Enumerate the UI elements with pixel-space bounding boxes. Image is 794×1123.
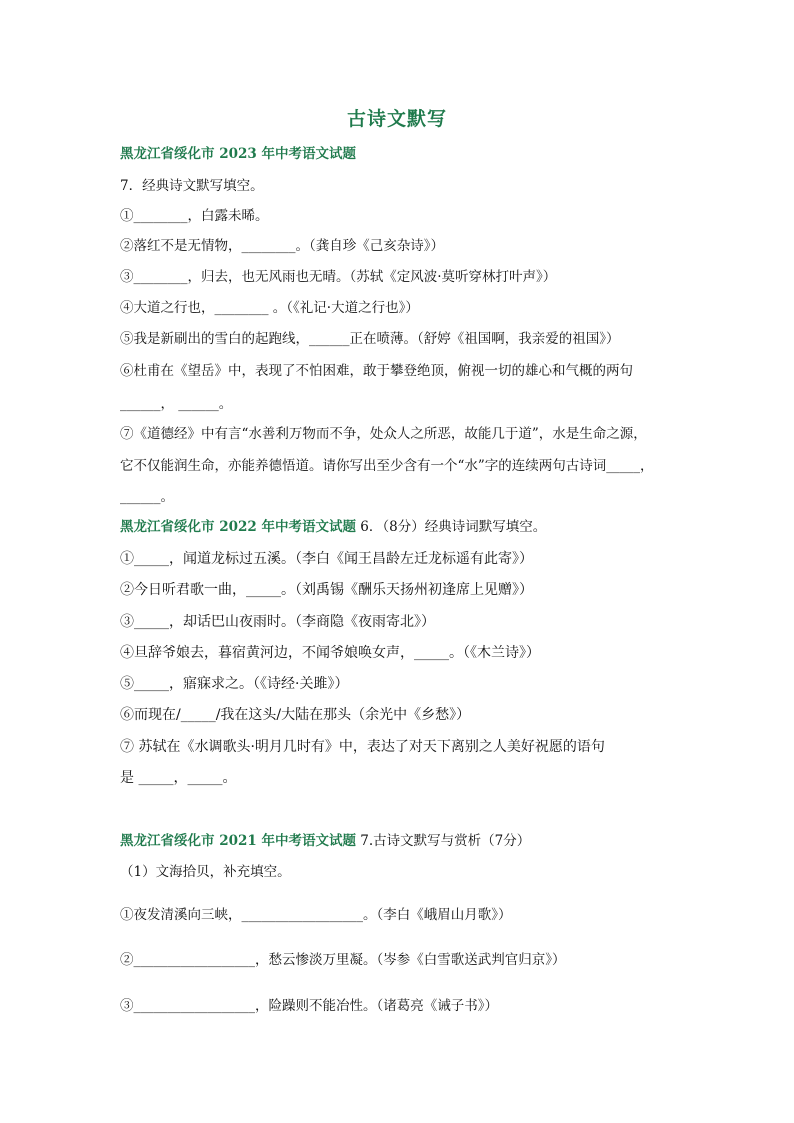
item-2022-3: ③_____，却话巴山夜雨时。（李商隐《夜雨寄北》） [120, 614, 435, 630]
page-title: 古诗文默写 [346, 108, 447, 130]
heading-2021 [120, 832, 530, 850]
source-2021: 黑龙江省绥化市 2021 年中考语文试题 [120, 833, 356, 849]
item-2022-1: ①_____，闻道龙标过五溪。（李白《闻王昌龄左迁龙标遥有此寄》） [120, 551, 533, 567]
item-2021-2: ②__________________，愁云惨淡万里凝。（岑参《白雪歌送武判官归京》） [120, 952, 566, 968]
item-2022-6: ⑥而现在/_____/我在这头/大陆在那头（余光中《乡愁》） [120, 707, 471, 723]
item-2022-4: ④旦辞爷娘去，暮宿黄河边，不闻爷娘唤女声，_____。（《木兰诗》） [120, 645, 540, 661]
item-2021-1: ①夜发清溪向三峡，__________________。（李白《峨眉山月歌》） [120, 907, 512, 923]
item-2021-3: ③__________________，险躁则不能冶性。（诸葛亮《诫子书》） [120, 998, 498, 1014]
item-2022-2: ②今日听君歌一曲，_____。（刘禹锡《酬乐天扬州初逢席上见赠》） [120, 582, 533, 598]
item-2023-6a: ⑥杜甫在《望岳》中，表现了不怕困难，敢于攀登绝顶，俯视一切的雄心和气概的两句 [120, 363, 633, 379]
heading-2022 [120, 518, 546, 536]
question-2022: 6．（8分）经典诗词默写填空。 [355, 519, 547, 535]
item-2023-7b: 它不仅能润生命，亦能养德悟道。请你写出至少含有一个“水”字的连续两句古诗词_____， [120, 458, 654, 474]
question-2021: 7.古诗文默写与赏析（7分） [355, 833, 531, 849]
item-2023-2: ②落红不是无情物，________。（龚自珍《己亥杂诗》） [120, 238, 444, 254]
item-2023-6b: ______， ______。 [120, 396, 233, 412]
item-2022-7b: 是 _____，_____。 [120, 770, 237, 786]
item-2023-1: ①________，白露未晞。 [120, 208, 269, 224]
item-2023-7a: ⑦《道德经》中有言“水善利万物而不争，处众人之所恶，故能几于道”，水是生命之源， [120, 426, 647, 442]
item-2023-3: ③________，归去，也无风雨也无晴。（苏轼《定风波·莫听穿林打叶声》） [120, 269, 557, 285]
item-2023-4: ④大道之行也，________ 。（《礼记·大道之行也》） [120, 300, 419, 316]
source-2022: 黑龙江省绥化市 2022 年中考语文试题 [120, 519, 356, 535]
sub-question-2021: （1）文海拾贝，补充填空。 [120, 864, 291, 880]
item-2022-5: ⑤_____，寤寐求之。（《诗经·关雎》） [120, 676, 349, 692]
source-2023: 黑龙江省绥化市 2023 年中考语文试题 [120, 146, 356, 162]
item-2023-7c: ______。 [120, 489, 174, 505]
item-2022-7a: ⑦ 苏轼在《水调歌头·明月几时有》中，表达了对天下离别之人美好祝愿的语句 [120, 739, 605, 755]
question-2023: 7．经典诗文默写填空。 [120, 178, 264, 194]
item-2023-5: ⑤我是新刷出的雪白的起跑线，______正在喷薄。（舒婷《祖国啊，我亲爱的祖国》） [120, 331, 620, 347]
